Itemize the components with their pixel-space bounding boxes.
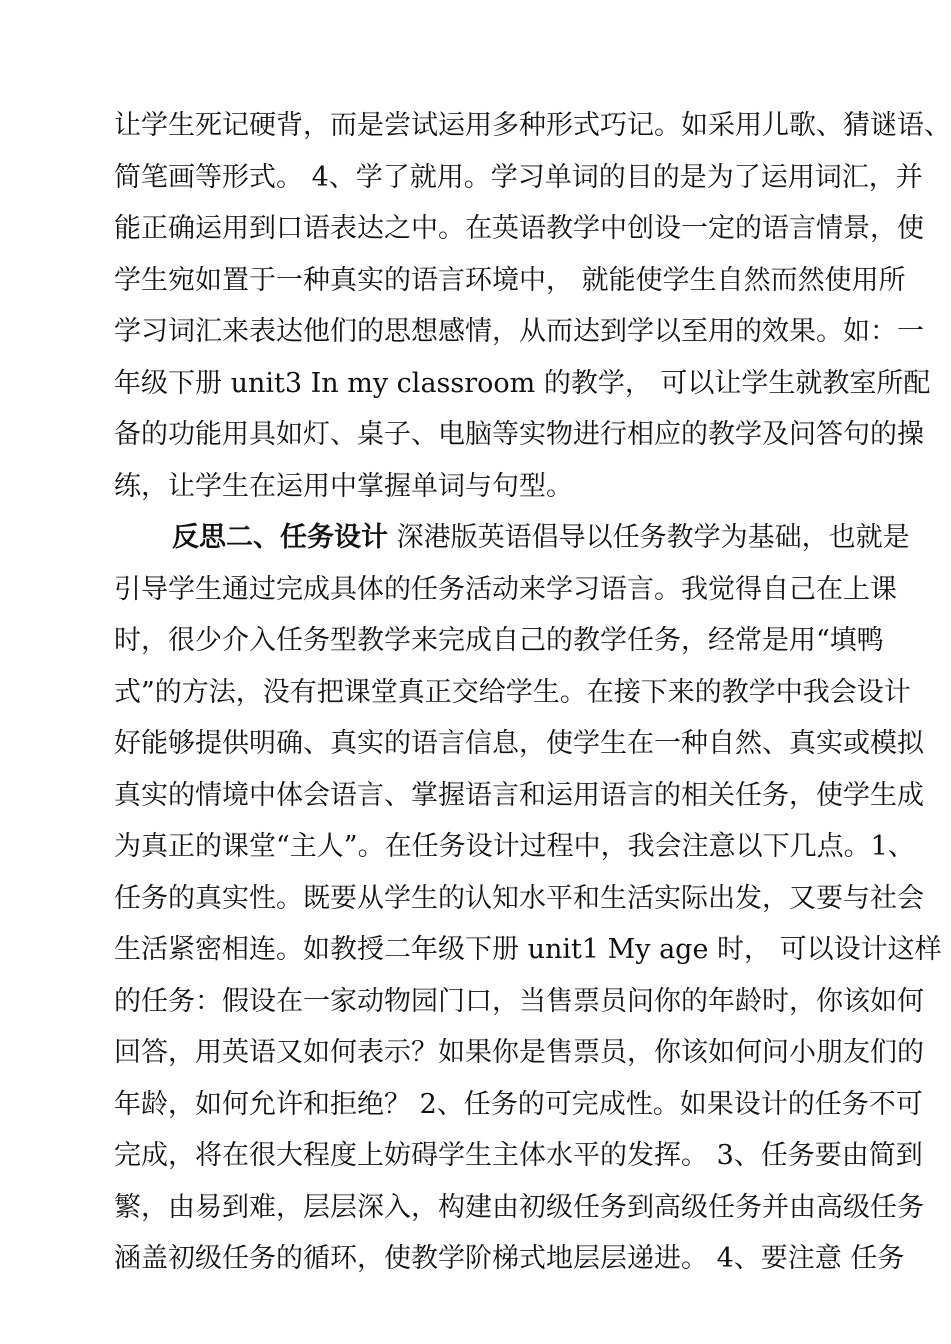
text-line: 年龄，如何允许和拒绝？ 2、任务的可完成性。如果设计的任务不可: [114, 1088, 923, 1120]
text-line: 简笔画等形式。 4、学了就用。学习单词的目的是为了运用词汇，并: [114, 161, 923, 193]
paragraph-first-line: [114, 512, 910, 564]
text-line: 繁，由易到难，层层深入，构建由初级任务到高级任务并由高级任务: [114, 1191, 924, 1223]
text-line: 年级下册 unit3 In my classroom 的教学， 可以让学生就教室所配: [114, 367, 931, 399]
text-line: 好能够提供明确、真实的语言信息，使学生在一种自然、真实或模拟: [114, 728, 924, 759]
text-line: 学习词汇来表达他们的思想感情，从而达到学以至用的效果。如：一: [114, 316, 924, 347]
section-heading: 反思二、任务设计: [172, 522, 388, 553]
text-line: 学生宛如置于一种真实的语言环境中， 就能使学生自然而然使用所: [114, 264, 906, 296]
text-line: 式”的方法，没有把课堂真正交给学生。在接下来的教学中我会设计: [114, 676, 911, 708]
text-line: 真实的情境中体会语言、掌握语言和运用语言的相关任务，使学生成: [114, 779, 924, 811]
text-line: 涵盖初级任务的循环，使教学阶梯式地层层递进。 4、要注意 任务: [114, 1243, 905, 1274]
text-line: 为真正的课堂“主人”。在任务设计过程中，我会注意以下几点。1、: [114, 831, 915, 862]
text-line: 生活紧密相连。如教授二年级下册 unit1 My age 时， 可以设计这样: [114, 934, 942, 965]
text-line: 让学生死记硬背，而是尝试运用多种形式巧记。如采用儿歌、猜谜语、: [114, 110, 951, 141]
text-line: 备的功能用具如灯、桌子、电脑等实物进行相应的教学及问答句的操: [114, 419, 924, 450]
text-line: 时，很少介入任务型教学来完成自己的教学任务，经常是用“填鸭: [114, 625, 884, 656]
text-line: 完成，将在很大程度上妨碍学生主体水平的发挥。 3、任务要由简到: [114, 1140, 923, 1171]
body-text: [114, 100, 951, 1285]
text-span: 深港版英语倡导以任务教学为基础，也就是: [388, 522, 910, 553]
text-line: 练，让学生在运用中掌握单词与句型。: [114, 470, 573, 502]
text-line: 任务的真实性。既要从学生的认知水平和生活实际出发，又要与社会: [114, 882, 924, 914]
text-line: 引导学生通过完成具体的任务活动来学习语言。我觉得自己在上课: [114, 573, 897, 605]
text-line: 能正确运用到口语表达之中。在英语教学中创设一定的语言情景，使: [114, 213, 924, 244]
text-line: 回答，用英语又如何表示？如果你是售票员，你该如何问小朋友们的: [114, 1037, 924, 1068]
text-line: 的任务：假设在一家动物园门口，当售票员问你的年龄时，你该如何: [114, 985, 924, 1017]
